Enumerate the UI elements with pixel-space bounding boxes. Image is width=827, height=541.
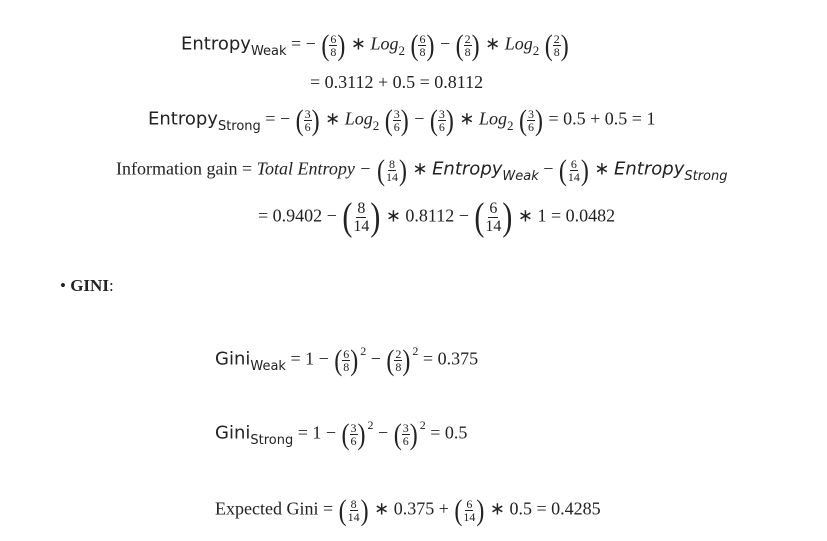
entropy-weak-equation: Entropy$_{Weak}$ = − ( $\frac{6}{8}$ ) ∗ Log$_2$ ( $\frac{6}{8}$ ) − ( $\frac{2}{8}$ ) ∗ Log$_2$ ( $\frac{2}{8}$ ) [181,29,569,62]
expected-gini-equation: Expected Gini = ( $\frac{8}{14}$ ) ∗ 0.375 + ( $\frac{6}{14}$ ) ∗ 0.5 = 0.4285 [215,494,601,527]
entropy-weak-result: = 0.3112 + 0.5 = 0.8112 [310,72,484,92]
information-gain-result: = 0.9402 − ( $\frac{8}{14}$ ) ∗ 0.8112 − ( $\frac{6}{14}$ ) ∗ 1 = 0.0482 [258,195,616,239]
information-gain-equation: Information gain = Total Entropy − ( $\frac{8}{14}$ ) ∗ Entropy$_{Weak}$ − ( $\frac{6}{14}$ ) ∗ Entropy$_{Strong}$ [116,154,728,187]
gini-weak-equation: Gini$_{Weak}$ = 1 − ( $\frac{6}{8}$ ) $^2$ − ( $\frac{2}{8}$ ) $^2$ = 0.375 [215,343,479,377]
gini-section-heading: • GINI: [60,276,114,295]
gini-strong-equation: Gini$_{Strong}$ = 1 − ( $\frac{3}{6}$ ) $^2$ − ( $\frac{3}{6}$ ) $^2$ = 0.5 [215,417,468,451]
entropy-strong-equation: Entropy$_{Strong}$ = − ( $\frac{3}{6}$ ) ∗ Log$_2$ ( $\frac{3}{6}$ ) − ( $\frac{3}{6}$ ) ∗ Log$_2$ ( $\frac{3}{6}$ ) = 0.5 + 0.5 = 1 [148,104,656,137]
bullet-icon: • [60,276,66,295]
